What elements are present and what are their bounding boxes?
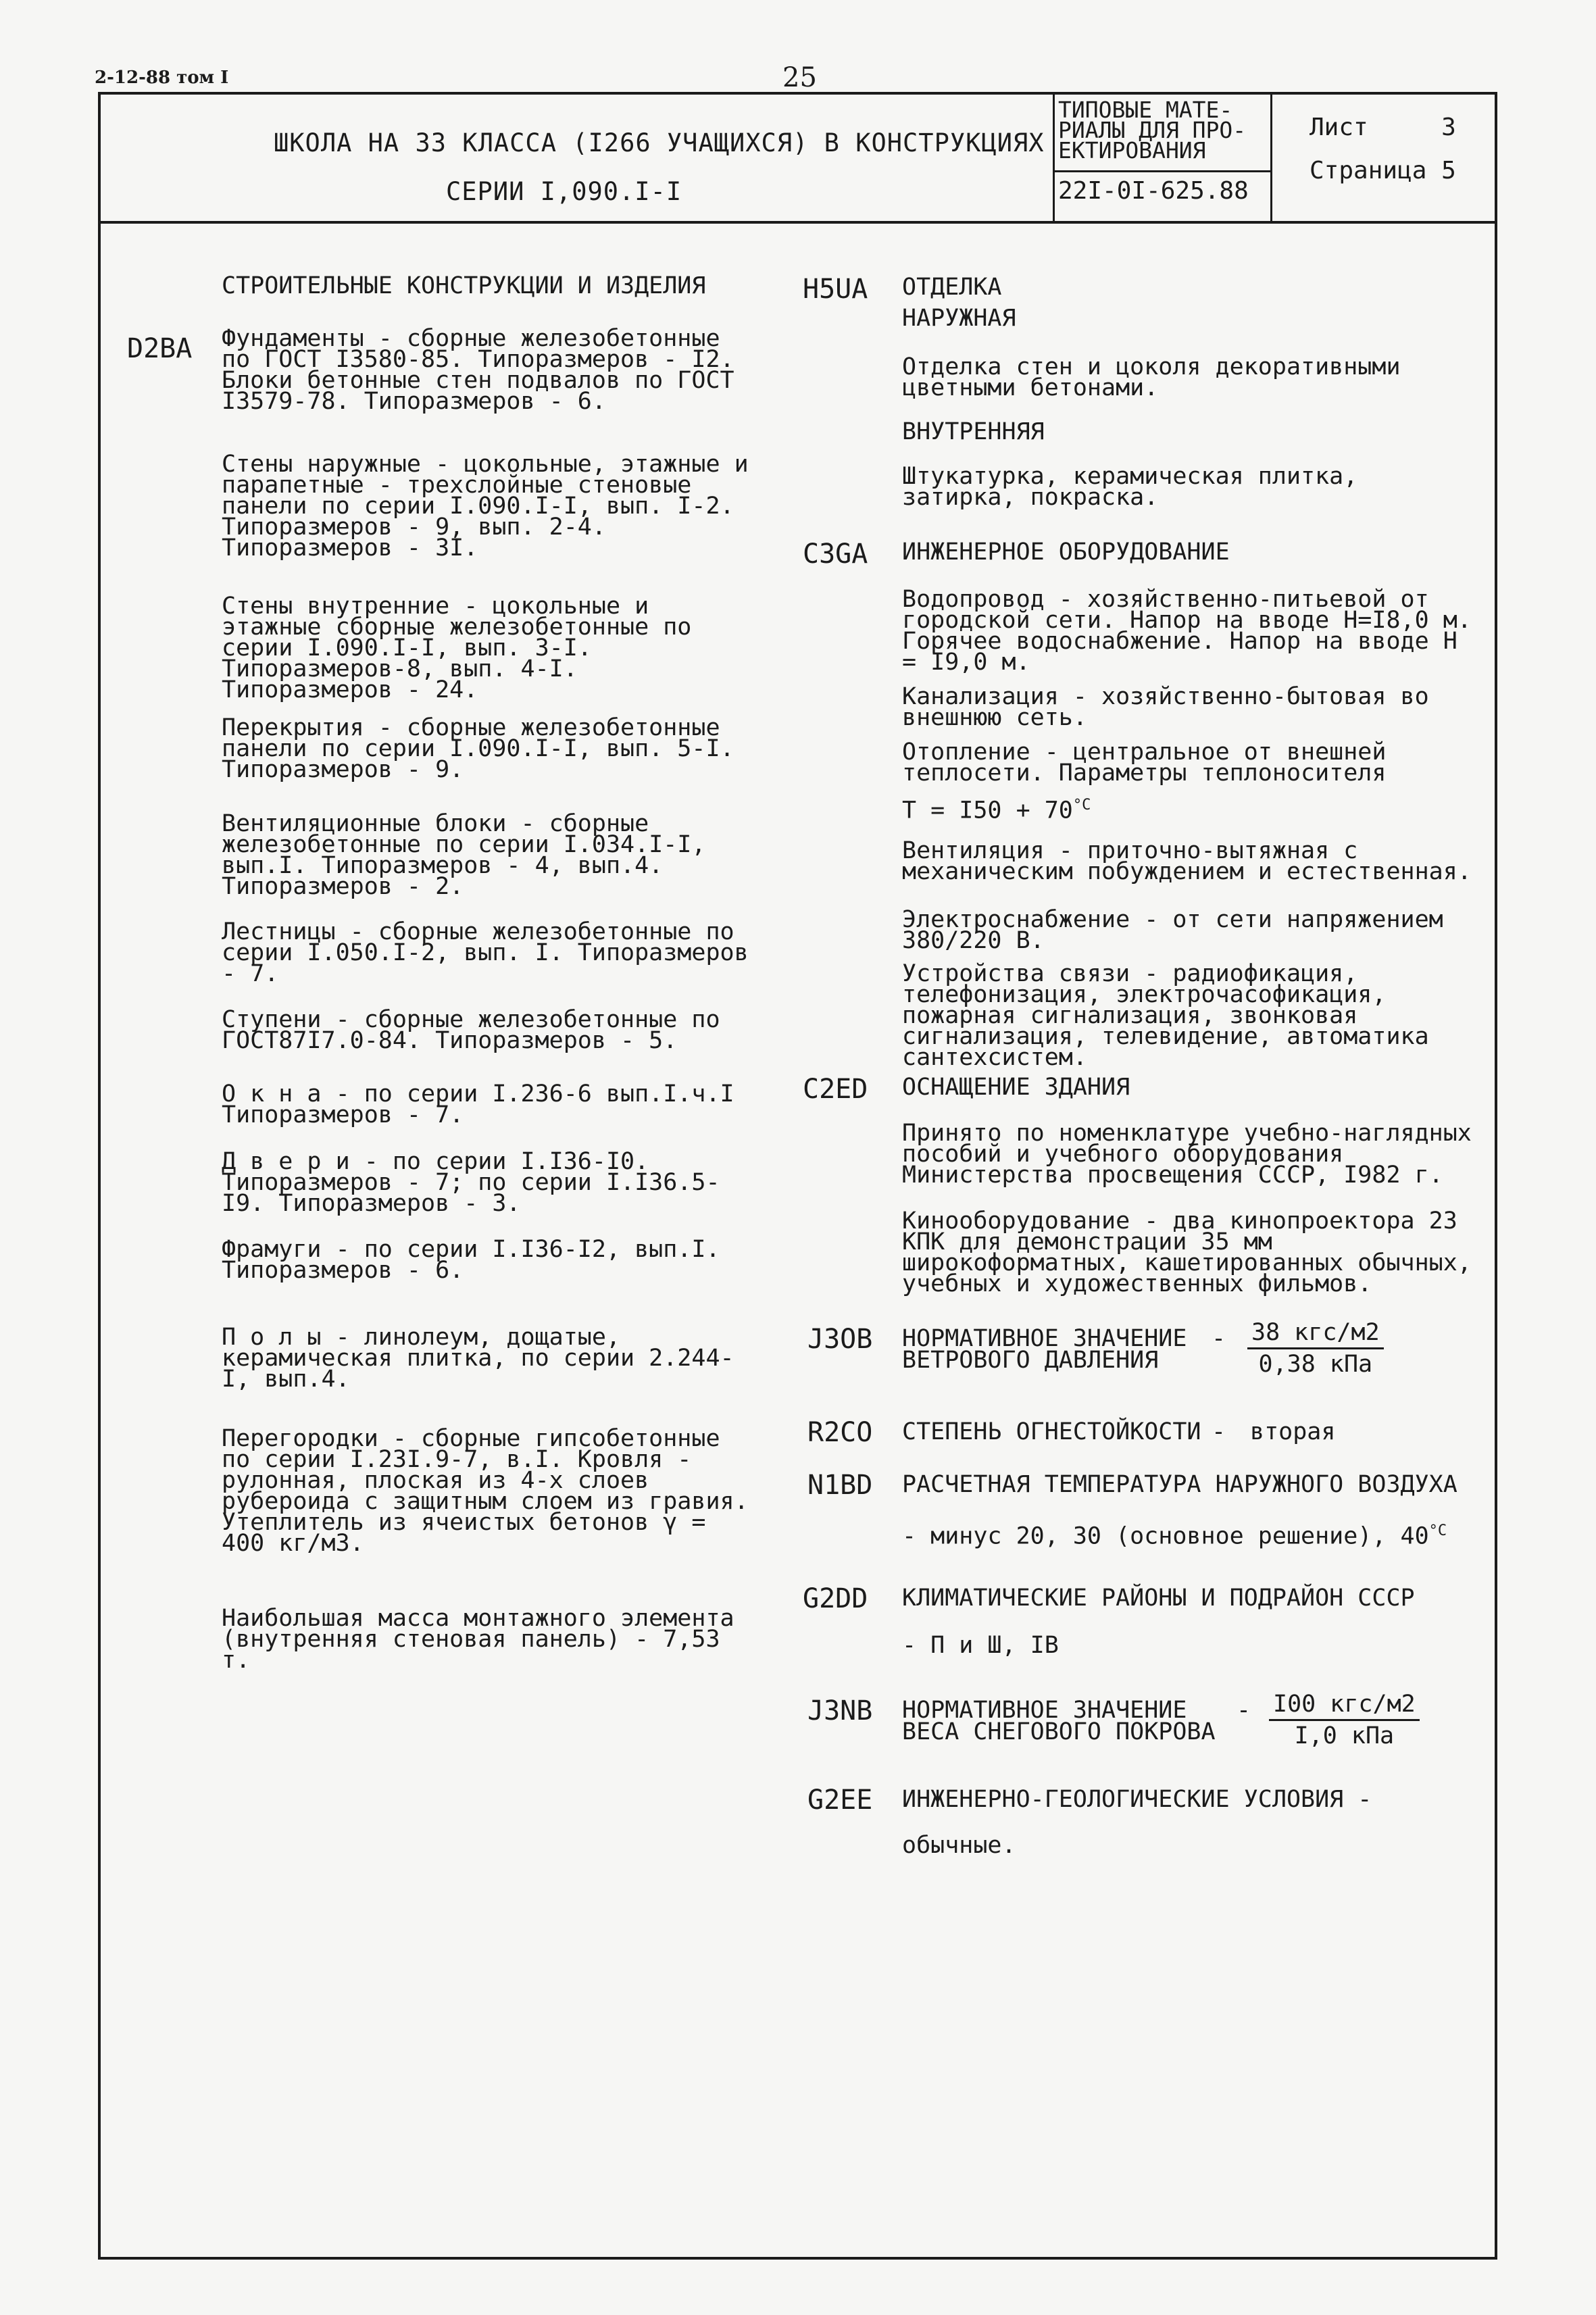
section-heading-finishing: ОТДЕЛКА — [902, 274, 1002, 301]
climate-label: КЛИМАТИЧЕСКИЕ РАЙОНЫ И ПОДРАЙОН СССР — [902, 1585, 1415, 1612]
wind-pressure-fraction — [1247, 1318, 1384, 1379]
paragraph-exterior-walls: Стены наружные - цокольные, этажные и парапетные - трехслойные стеновые панели по серии I.090.I-I, вып. I-2. Типоразмеров - 9, вып. 2-4. Типоразмеров - 3I. — [222, 451, 749, 562]
paragraph-heating: Отопление - центральное от внешней теплосети. Параметры теплоносителя — [902, 739, 1387, 787]
heat-carrier-temperature — [902, 795, 1091, 822]
page-number: 25 — [782, 62, 817, 93]
section-code: G2DD — [803, 1583, 868, 1614]
section-heading-engineering: ИНЖЕНЕРНОЕ ОБОРУДОВАНИЕ — [902, 539, 1230, 566]
sheet-info — [1310, 114, 1456, 141]
wind-pressure-kpa: 0,38 кПа — [1258, 1351, 1373, 1378]
paragraph-steps: Ступени - сборные железобетонные по ГОСТ87I7.0-84. Типоразмеров - 5. — [222, 1006, 720, 1054]
paragraph-cinema-equipment: Кинооборудование - два кинопроектора 23 КПК для демонстрации 35 мм широкоформатных, кашетированных обычных, учебных и художественных фильмов. — [902, 1208, 1472, 1297]
sheet-label: Лист — [1310, 114, 1368, 141]
page-value: 5 — [1441, 157, 1456, 184]
paragraph-interior-walls: Стены внутренние - цокольные и этажные сборные железобетонные по серии I.090.I-I, вып. 3-I. Типоразмеров-8, вып. 4-I. Типоразмеров - 24. — [222, 593, 692, 703]
section-heading-structures: СТРОИТЕЛЬНЫЕ КОНСТРУКЦИИ И ИЗДЕЛИЯ — [222, 272, 706, 299]
paragraph-floors-slabs: Перекрытия - сборные железобетонные панели по серии I.090.I-I, вып. 5-I. Типоразмеров - 9. — [222, 714, 734, 783]
paragraph-max-mass: Наибольшая масса монтажного элемента (внутренняя стеновая панель) - 7,53 т. — [222, 1605, 734, 1674]
fire-resistance-value: вторая — [1250, 1418, 1336, 1445]
outdoor-temp-line — [902, 1520, 1447, 1550]
section-code: R2CO — [807, 1417, 873, 1448]
title-block-divider — [98, 221, 1495, 224]
snow-dash: - — [1237, 1697, 1251, 1724]
snow-label-line2: ВЕСА СНЕГОВОГО ПОКРОВА — [902, 1718, 1216, 1745]
fire-dash: - — [1212, 1418, 1226, 1445]
climate-value: - П и Ш, IВ — [902, 1632, 1059, 1659]
paragraph-power-supply: Электроснабжение - от сети напряжением 380/220 В. — [902, 906, 1443, 954]
paragraph-interior-finish: Штукатурка, керамическая плитка, затирка, покраска. — [902, 463, 1358, 511]
paragraph-floors: П о л ы - линолеум, дощатые, керамическая плитка, по серии 2.244-I, вып.4. — [222, 1324, 734, 1393]
paragraph-stairs: Лестницы - сборные железобетонные по серии I.050.I-2, вып. I. Типоразмеров - 7. — [222, 918, 749, 987]
paragraph-transoms: Фрамуги - по серии I.I36-I2, вып.I. Типоразмеров - 6. — [222, 1236, 720, 1284]
paragraph-doors: Д в е р и - по серии I.I36-I0. Типоразмеров - 7; по серии I.I36.5-I9. Типоразмеров - 3. — [222, 1148, 720, 1217]
paragraph-exterior-finish: Отделка стен и цоколя декоративными цветными бетонами. — [902, 353, 1401, 401]
paragraph-communications: Устройства связи - радиофикация, телефонизация, электрочасофикация, пожарная сигнализация, звонковая сигнализация, телевидение, автоматика сантехсистем. — [902, 960, 1429, 1071]
snow-load-kpa: I,0 кПа — [1294, 1722, 1395, 1749]
section-code: H5UA — [803, 274, 868, 305]
page-label: Страница — [1310, 157, 1427, 184]
paragraph-water-supply: Водопровод - хозяйственно-питьевой от городской сети. Напор на вводе Н=I8,0 м. Горячее водоснабжение. Напор на вводе Н = I9,0 м. — [902, 586, 1472, 676]
snow-label-line1: НОРМАТИВНОЕ ЗНАЧЕНИЕ — [902, 1697, 1187, 1724]
subheading-exterior: НАРУЖНАЯ — [902, 305, 1016, 332]
wind-label-line2: ВЕТРОВОГО ДАВЛЕНИЯ — [902, 1347, 1159, 1374]
temperature-value: Т = I50 + 70 — [902, 797, 1073, 824]
geology-value: обычные. — [902, 1832, 1016, 1859]
section-code: J3NB — [807, 1695, 873, 1726]
section-code: J3OB — [807, 1324, 873, 1355]
typical-materials-label: ТИПОВЫЕ МАТЕ-РИАЛЫ ДЛЯ ПРО-ЕКТИРОВАНИЯ — [1058, 97, 1247, 164]
paragraph-partitions-roof: Перегородки - сборные гипсобетонные по серии I.23I.9-7, в.I. Кровля - рулонная, плоская из 4-х слоев рубероида с защитным слоем из гравия. Утеплитель из ячеистых бетонов γ = 400 кг/м3. — [222, 1425, 749, 1557]
wind-dash: - — [1212, 1325, 1226, 1352]
subheading-interior: ВНУТРЕННЯЯ — [902, 418, 1045, 445]
paragraph-equipment-nomenclature: Принято по номенклатуре учебно-наглядных пособий и учебного оборудования Министерства просвещения СССР, I982 г. — [902, 1120, 1472, 1189]
document-subtitle: СЕРИИ I,090.I-I — [446, 177, 682, 206]
section-heading-equipment: ОСНАЩЕНИЕ ЗДАНИЯ — [902, 1074, 1130, 1101]
snow-load-kgf: I00 кгс/м2 — [1269, 1689, 1420, 1721]
geology-label: ИНЖЕНЕРНО-ГЕОЛОГИЧЕСКИЕ УСЛОВИЯ - — [902, 1786, 1372, 1813]
section-code: N1BD — [807, 1470, 873, 1501]
document-title: ШКОЛА НА 33 КЛАССА (I266 УЧАЩИХСЯ) В КОНСТРУКЦИЯХ — [274, 128, 1045, 157]
fire-resistance-label: СТЕПЕНЬ ОГНЕСТОЙКОСТИ — [902, 1418, 1201, 1445]
paragraph-ventilation-blocks: Вентиляционные блоки - сборные железобетонные по серии I.034.I-I, вып.I. Типоразмеров - 4, вып.4. Типоразмеров - 2. — [222, 810, 706, 900]
document-reference: 2-12-88 том I — [95, 68, 229, 88]
sheet-value: 3 — [1441, 114, 1456, 141]
page-info — [1310, 157, 1456, 184]
outdoor-temp-value: - минус 20, 30 (основное решение), 40 — [902, 1522, 1429, 1550]
title-block-separator — [1053, 92, 1055, 223]
paragraph-foundations: Фундаменты - сборные железобетонные по ГОСТ I3580-85. Типоразмеров - I2. Блоки бетонные стен подвалов по ГОСТ I3579-78. Типоразмеров - 6. — [222, 325, 734, 415]
section-code: C3GA — [803, 539, 868, 570]
outdoor-temp-unit: °C — [1428, 1522, 1447, 1539]
paragraph-sewerage: Канализация - хозяйственно-бытовая во внешнюю сеть. — [902, 683, 1429, 731]
section-code: G2EE — [807, 1785, 873, 1816]
title-block-separator — [1270, 92, 1272, 223]
snow-load-fraction — [1269, 1689, 1420, 1751]
outdoor-temp-label: РАСЧЕТНАЯ ТЕМПЕРАТУРА НАРУЖНОГО ВОЗДУХА — [902, 1471, 1457, 1498]
project-code: 22I-0I-625.88 — [1058, 177, 1249, 205]
section-code: C2ED — [803, 1074, 868, 1105]
paragraph-ventilation: Вентиляция - приточно-вытяжная с механическим побуждением и естественная. — [902, 837, 1472, 885]
section-code: D2BA — [127, 333, 193, 364]
paragraph-windows: О к н а - по серии I.236-6 вып.I.ч.I Типоразмеров - 7. — [222, 1080, 734, 1128]
title-block-separator — [1053, 170, 1272, 172]
wind-label-line1: НОРМАТИВНОЕ ЗНАЧЕНИЕ — [902, 1325, 1187, 1352]
wind-pressure-kgf: 38 кгс/м2 — [1247, 1318, 1384, 1349]
temperature-unit: °C — [1072, 797, 1091, 814]
